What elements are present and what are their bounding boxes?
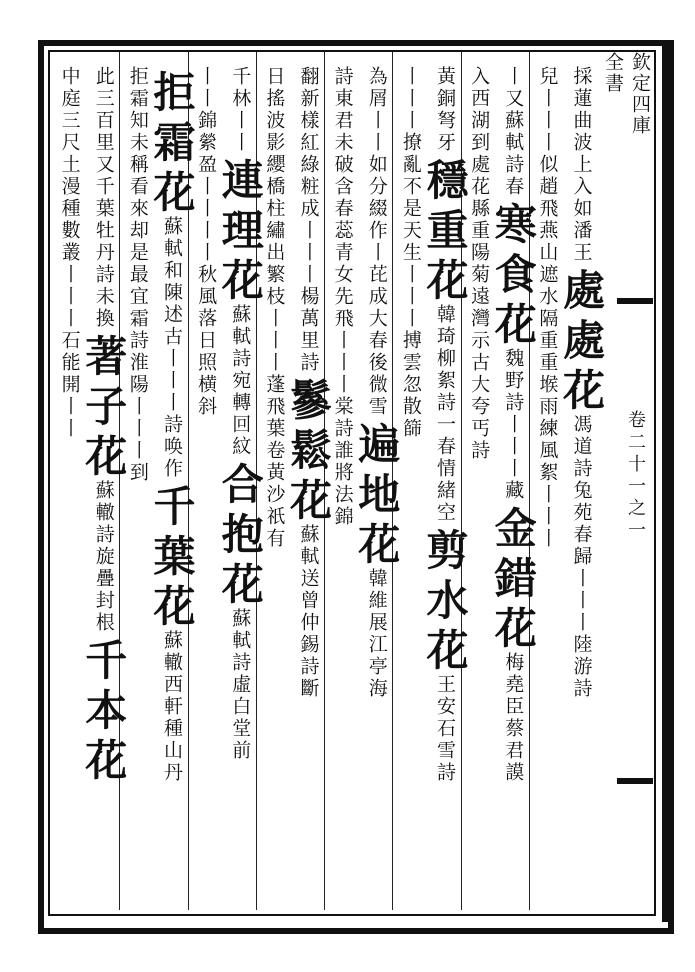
text-run: 魏野詩丨丨丨藏: [502, 348, 525, 502]
text-run: 王安石雪詩: [433, 674, 456, 784]
text-run: 為屑丨丨如分綴作丨芘成大春後微雪: [365, 66, 388, 418]
heading-char: 抱: [215, 512, 265, 554]
heading-char: 錯: [488, 556, 538, 598]
text-run: 蘇轍詩旋疊封根: [92, 480, 115, 634]
text-column: [283, 66, 333, 904]
text-run: 縣重陽菊遠灣: [468, 198, 491, 330]
heading-char: 花: [147, 584, 197, 626]
heading-char: 花: [147, 170, 197, 212]
text-run: 此三百里又千葉牡丹詩未換: [92, 66, 115, 330]
text-run: 撩亂不是天生丨丨丨: [399, 132, 422, 330]
heading-char: 剪: [420, 528, 470, 570]
text-run: 日搖波影纓橋柱繡出繁枝丨丨丨: [263, 66, 286, 374]
text-run: 詩淮陽丨丨丨到: [126, 330, 149, 484]
text-run: 丨丨丨: [399, 66, 422, 132]
heading-char: 拒: [147, 70, 197, 112]
heading-char: 合: [215, 462, 265, 504]
heading-char: 花: [420, 258, 470, 300]
text-run: 入西湖到處花: [468, 66, 491, 198]
heading-char: 霜: [147, 120, 197, 162]
text-run: 翻新樣紅綠粧成丨丨丨楊萬里詩: [297, 66, 320, 374]
text-column: [352, 66, 402, 904]
text-run: 山遮水隔重重堠雨練風絮丨丨丨: [536, 242, 559, 550]
text-run: 中庭三尺土漫種數叢丨丨丨: [58, 66, 81, 330]
heading-char: 鬖: [283, 378, 333, 420]
heading-char: 遍: [352, 422, 402, 464]
heading-char: 子: [79, 384, 129, 426]
text-run: 千林丨丨: [229, 66, 252, 154]
book-title: 欽定四庫全書: [602, 52, 651, 136]
heading-char: 理: [215, 208, 265, 250]
heading-char: 鬆: [283, 428, 333, 470]
text-run: 梅堯臣蔡君謨: [502, 652, 525, 784]
heading-char: 金: [488, 506, 538, 548]
heading-char: 花: [352, 522, 402, 564]
text-run: 石能開丨丨: [58, 330, 81, 440]
fishtail-bottom: [617, 778, 653, 814]
heading-char: 花: [488, 302, 538, 344]
page-edge: [662, 40, 668, 922]
text-column: [147, 66, 197, 904]
text-run: 詩東君未破含春蕊青女先飛丨丨丨: [331, 66, 354, 396]
text-run: 蘇軾和陳述古丨丨丨詩唤作: [160, 216, 183, 480]
text-run: 拒霜知未稱看來却是最宜霜: [126, 66, 149, 330]
heading-char: 花: [79, 738, 129, 780]
text-run: 馮道詩兔苑春歸: [570, 414, 593, 568]
text-run: 兒丨丨丨似趙飛燕: [536, 66, 559, 242]
heading-char: 重: [420, 208, 470, 250]
text-run: 丨又蘇軾詩春: [502, 66, 525, 198]
text-column: [51, 66, 87, 904]
heading-char: 花: [215, 562, 265, 604]
text-column: [529, 66, 565, 904]
heading-char: 千: [147, 484, 197, 526]
heading-char: 花: [488, 606, 538, 648]
juan-number: 卷二十一之一: [625, 410, 646, 542]
text-run: 丨秋風落日照横斜: [195, 242, 218, 418]
heading-char: 花: [420, 628, 470, 670]
fishtail-top: [617, 268, 653, 304]
text-run: 棠詩誰將法錦: [331, 396, 354, 528]
text-run: 蘇軾詩宛轉回紋: [229, 304, 252, 458]
heading-char: 著: [79, 334, 129, 376]
heading-char: 千: [79, 638, 129, 680]
text-column: [488, 66, 538, 904]
text-run: 蘇轍西軒種山丹: [160, 630, 183, 784]
heading-char: 處: [556, 268, 606, 310]
text-run: 錦縈盈丨丨丨: [195, 110, 218, 242]
text-column: [556, 66, 606, 904]
heading-char: 葉: [147, 534, 197, 576]
heading-char: 處: [556, 318, 606, 360]
text-run: 韓維展江亭海: [365, 568, 388, 700]
heading-char: 花: [215, 258, 265, 300]
text-run: 搏雲忽散篩: [399, 330, 422, 440]
text-run: 韓琦柳絮詩一春情緒空: [433, 304, 456, 524]
heading-char: 水: [420, 578, 470, 620]
heading-char: 花: [79, 434, 129, 476]
text-run: 丨丨丨陸游詩: [570, 568, 593, 700]
text-run: 示古大夸丐詩: [468, 330, 491, 462]
text-column: [420, 66, 470, 904]
heading-char: 本: [79, 688, 129, 730]
heading-char: 寒: [488, 202, 538, 244]
heading-char: 花: [556, 368, 606, 410]
text-run: 蓬飛葉卷黃沙祇有: [263, 374, 286, 550]
text-column: [215, 66, 265, 904]
text-run: 黃銅弩牙: [433, 66, 456, 154]
heading-char: 穩: [420, 158, 470, 200]
heading-char: 食: [488, 252, 538, 294]
heading-char: 地: [352, 472, 402, 514]
text-column: [79, 66, 129, 904]
text-run: 丨丨: [195, 66, 218, 110]
heading-char: 連: [215, 158, 265, 200]
text-run: 採蓮曲波上入如潘王: [570, 66, 593, 264]
text-run: 蘇軾詩虛白堂前: [229, 608, 252, 762]
heading-char: 花: [283, 478, 333, 520]
text-run: 蘇軾送曾仲錫詩斷: [297, 524, 320, 700]
